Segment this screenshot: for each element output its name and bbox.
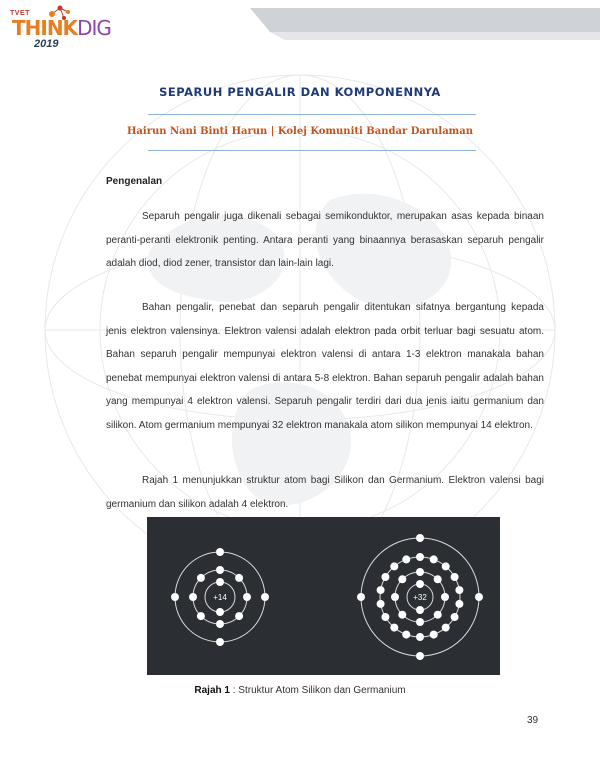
paragraph-3 xyxy=(106,469,544,516)
electron xyxy=(216,566,224,574)
electron xyxy=(416,618,424,626)
electron xyxy=(216,608,224,616)
electron xyxy=(377,586,385,594)
electron xyxy=(261,593,269,601)
author-line: Hairun Nani Binti Harun | Kolej Komuniti Bandar Darulaman xyxy=(126,126,474,137)
electron xyxy=(442,562,450,570)
electron xyxy=(475,593,483,601)
electron xyxy=(434,611,442,619)
logo-think: THINK xyxy=(12,16,78,40)
electron xyxy=(416,534,424,542)
electron xyxy=(451,573,459,581)
electron xyxy=(189,593,197,601)
paragraph-1 xyxy=(106,205,544,276)
electron xyxy=(455,586,463,594)
logo-dig: DIG xyxy=(77,16,111,40)
electron xyxy=(442,624,450,632)
electron xyxy=(377,600,385,608)
caption-label: Rajah 1 xyxy=(194,685,230,696)
electron xyxy=(430,555,438,563)
page-title: SEPARUH PENGALIR DAN KOMPONENNYA xyxy=(159,85,441,99)
electron xyxy=(197,574,205,582)
electron xyxy=(434,575,442,583)
electron xyxy=(451,613,459,621)
electron xyxy=(381,613,389,621)
electron xyxy=(216,620,224,628)
electron xyxy=(402,555,410,563)
page-number: 39 xyxy=(527,715,539,726)
logo-line1: TVET xyxy=(10,10,30,17)
logo-line2 xyxy=(12,16,111,40)
electron xyxy=(216,578,224,586)
nucleus-label: +14 xyxy=(213,593,227,602)
electron xyxy=(398,611,406,619)
atom-figure xyxy=(147,517,500,675)
thinkdig-logo xyxy=(8,4,111,50)
paragraph-2-text: Bahan pengalir, penebat dan separuh pengalir ditentukan sifatnya bergantung kepada jenis elektron valensinya. Elektron valensi adalah elektron pada orbit terluar bagi sesuatu atom. Bahan separuh pengalir mempunyai elektron valensi di antara 1-3 elektron manakala bahan penebat mempunyai elektron valensi di antara 5-8 elektron. Bahan separuh pengalir adalah bahan yang mempunyai 4 elektron valensi. Separuh pengalir terdiri dari dua jenis iaitu germanium dan silikon. Atom germanium mempunyai 32 elektron manakala atom silikon mempunyai 14 elektron. xyxy=(106,302,544,431)
section-heading: Pengenalan xyxy=(106,176,163,187)
electron xyxy=(216,638,224,646)
paragraph-1-text: Separuh pengalir juga dikenali sebagai semikonduktor, merupakan asas kepada binaan peranti-peranti elektronik penting. Antara peranti yang binaannya berasaskan separuh pengalir adalah diod, diod zener, transistor dan lain-lain lagi. xyxy=(106,211,544,269)
paragraph-2 xyxy=(106,296,544,437)
electron xyxy=(416,553,424,561)
electron xyxy=(441,593,449,601)
electron xyxy=(416,633,424,641)
nucleus-label: +32 xyxy=(413,593,427,602)
title-divider-top xyxy=(148,114,476,115)
electron xyxy=(416,580,424,588)
electron xyxy=(398,575,406,583)
electron xyxy=(235,612,243,620)
electron xyxy=(416,568,424,576)
electron xyxy=(430,631,438,639)
atom-diagram xyxy=(147,517,500,675)
figure-caption xyxy=(0,685,600,696)
electron xyxy=(171,593,179,601)
logo-year: 2019 xyxy=(34,38,59,50)
caption-text: : Struktur Atom Silikon dan Germanium xyxy=(229,685,406,696)
electron xyxy=(416,652,424,660)
paragraph-3-text: Rajah 1 menunjukkan struktur atom bagi Silikon dan Germanium. Elektron valensi bagi germanium dan silikon adalah 4 elektron. xyxy=(106,475,544,510)
electron xyxy=(243,593,251,601)
electron xyxy=(455,600,463,608)
electron xyxy=(391,593,399,601)
electron xyxy=(402,631,410,639)
electron xyxy=(216,548,224,556)
electron xyxy=(416,606,424,614)
electron xyxy=(390,562,398,570)
electron xyxy=(357,593,365,601)
electron xyxy=(197,612,205,620)
electron xyxy=(381,573,389,581)
electron xyxy=(235,574,243,582)
title-divider-bottom xyxy=(148,150,476,151)
electron xyxy=(390,624,398,632)
